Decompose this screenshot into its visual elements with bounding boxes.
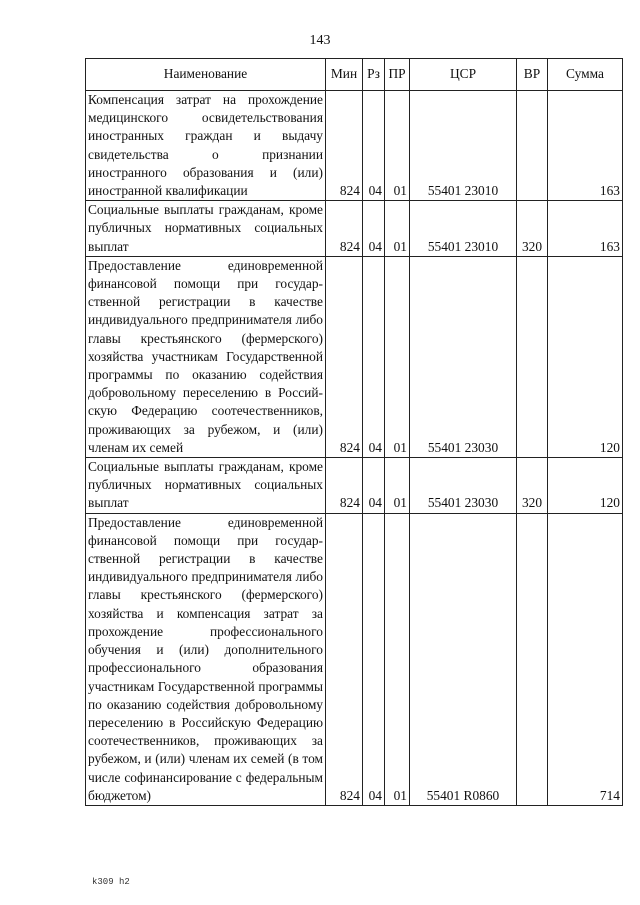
row-pr-cell: 01 — [385, 458, 410, 514]
table-row — [86, 256, 623, 457]
row-sum-cell: 163 — [548, 91, 623, 201]
row-min-cell: 824 — [326, 513, 363, 805]
row-vr-cell: 320 — [517, 201, 548, 257]
row-sum-cell: 714 — [548, 513, 623, 805]
row-vr-cell — [517, 256, 548, 457]
row-vr-cell — [517, 91, 548, 201]
row-pr-cell: 01 — [385, 91, 410, 201]
row-min-cell: 824 — [326, 201, 363, 257]
row-min-cell: 824 — [326, 458, 363, 514]
row-csr-cell: 55401 R0860 — [410, 513, 517, 805]
row-csr-cell: 55401 23010 — [410, 91, 517, 201]
table-header-row — [86, 59, 623, 91]
row-rz-cell: 04 — [363, 91, 385, 201]
row-csr-cell: 55401 23030 — [410, 256, 517, 457]
row-pr-cell: 01 — [385, 201, 410, 257]
row-name-cell: Компенсация затрат на прохождение медицинского освидетельствования иностранных граждан и выдачу свидетельства о признании иностранного образования и (или) иностранной квалификации — [86, 91, 326, 201]
row-name-cell: Социальные выплаты гражданам, кроме публичных нормативных социальных выплат — [86, 458, 326, 514]
row-min-cell: 824 — [326, 256, 363, 457]
row-csr-cell: 55401 23030 — [410, 458, 517, 514]
row-sum-cell: 163 — [548, 201, 623, 257]
row-rz-cell: 04 — [363, 458, 385, 514]
row-sum-cell: 120 — [548, 256, 623, 457]
header-csr: ЦСР — [410, 59, 517, 91]
row-rz-cell: 04 — [363, 256, 385, 457]
row-name-cell: Предоставление единовременной финансовой помощи при государственной регистрации в качестве индивидуального предпринимателя либо главы крестьянского (фермерского) хозяйства участникам Государственной программы по оказанию содействия добровольному переселению в Российскую Федерацию соотечественников, проживающих за рубежом, и (или) членам их семей — [86, 256, 326, 457]
row-rz-cell: 04 — [363, 513, 385, 805]
row-sum-cell: 120 — [548, 458, 623, 514]
header-name: Наименование — [86, 59, 326, 91]
footer-code: k309 h2 — [92, 877, 130, 887]
table-row — [86, 513, 623, 805]
header-vr: ВР — [517, 59, 548, 91]
row-pr-cell: 01 — [385, 513, 410, 805]
row-name-cell: Предоставление единовременной финансовой помощи при государственной регистрации в качестве индивидуального предпринимателя либо главы крестьянского (фермерского) хозяйства и компенсация затрат за прохождение профессионального обучения и (или) дополнительного профессионального образования участникам Государственной программы по оказанию содействия добровольному переселению в Российскую Федерацию соотечественников, проживающих за рубежом, и (или) членам их семей (в том числе софинансирование с федеральным бюджетом) — [86, 513, 326, 805]
row-pr-cell: 01 — [385, 256, 410, 457]
header-sum: Сумма — [548, 59, 623, 91]
header-pr: ПР — [385, 59, 410, 91]
table-row — [86, 201, 623, 257]
row-rz-cell: 04 — [363, 201, 385, 257]
header-rz: Рз — [363, 59, 385, 91]
row-name-cell: Социальные выплаты гражданам, кроме публичных нормативных социальных выплат — [86, 201, 326, 257]
budget-table — [85, 58, 623, 806]
row-csr-cell: 55401 23010 — [410, 201, 517, 257]
header-min: Мин — [326, 59, 363, 91]
row-vr-cell: 320 — [517, 458, 548, 514]
row-min-cell: 824 — [326, 91, 363, 201]
table-row — [86, 458, 623, 514]
page-number: 143 — [309, 33, 331, 48]
row-vr-cell — [517, 513, 548, 805]
table-row — [86, 91, 623, 201]
